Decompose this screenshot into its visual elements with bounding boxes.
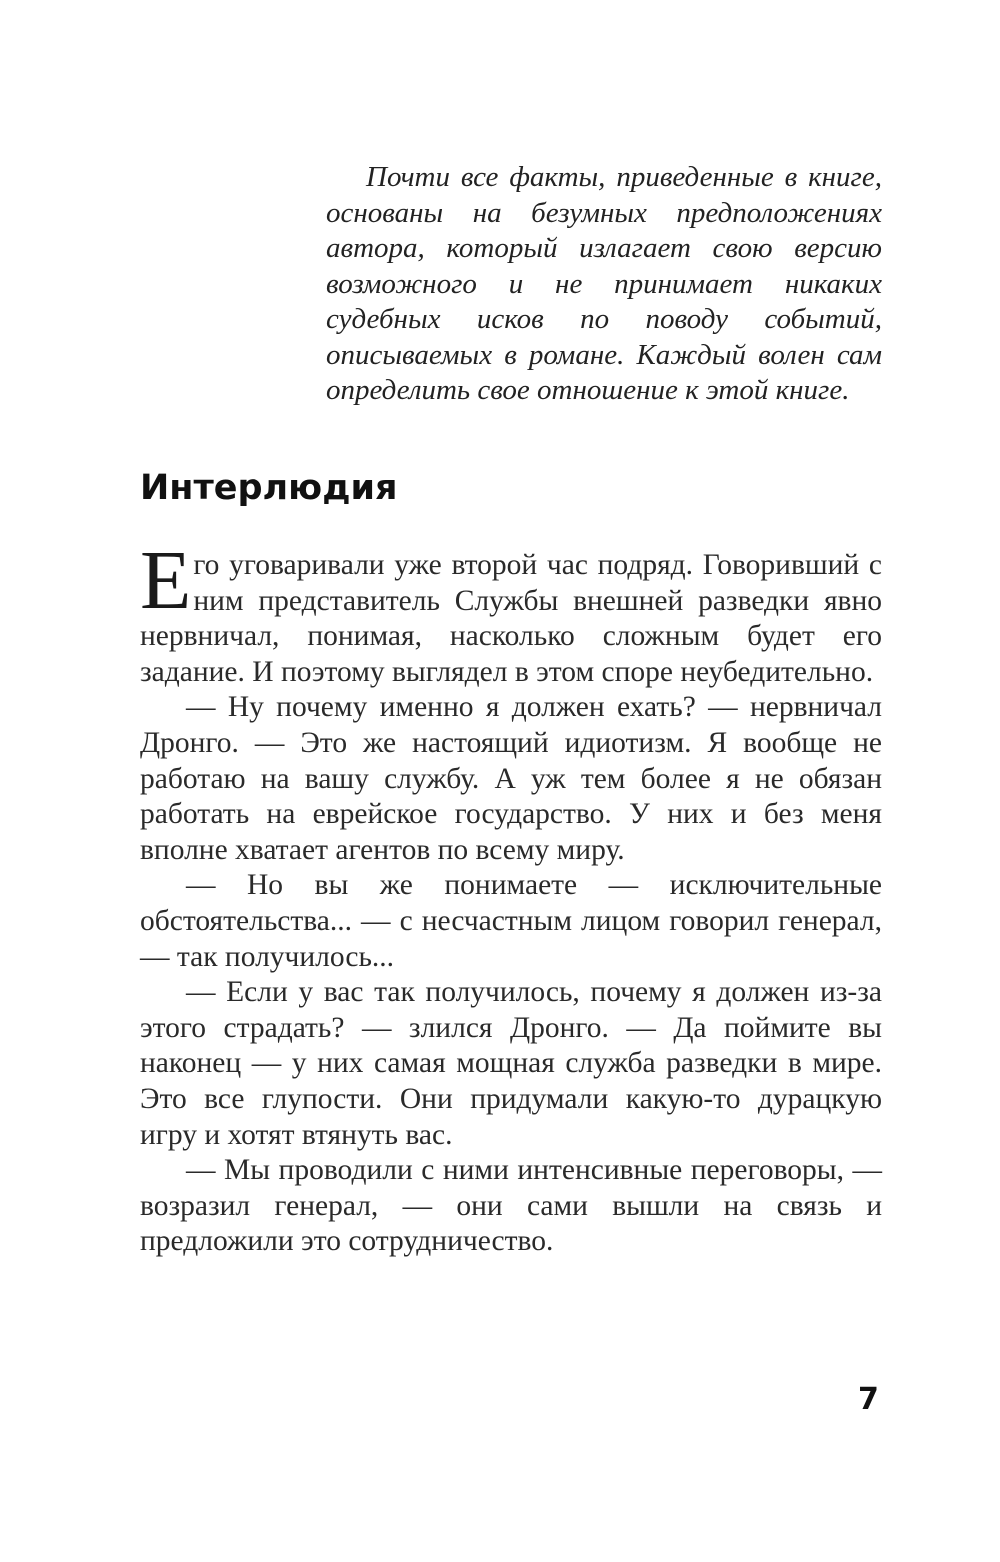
opening-paragraph-text: го уговаривали уже второй час подряд. Говоривший с ним представитель Службы внешней разведки явно нервничал, понимая, насколько сложным будет его задание. И поэтому выглядел в этом споре неубедительно. xyxy=(140,549,882,688)
epigraph: Почти все факты, приведенные в книге, основаны на безумных предположениях автора, который излагает свою версию возможного и не принимает никаких судебных исков по поводу событий, описываемых в романе. Каждый волен сам определить свое отношение к этой книге. xyxy=(326,161,882,406)
chapter-title: Интерлюдия xyxy=(140,468,398,508)
dialogue-paragraph: — Ну почему именно я должен ехать? — нервничал Дронго. — Это же настоящий идиотизм. Я вообще не работаю на вашу службу. А уж тем более я не обязан работать на еврейское государство. У них и без меня вполне хватает агентов по всему миру. xyxy=(140,691,882,866)
opening-paragraph xyxy=(140,534,882,690)
chapter-body xyxy=(140,534,882,1260)
page-number: 7 xyxy=(858,1382,879,1417)
dialogue-paragraph: — Но вы же понимаете — исключительные обстоятельства... — с несчастным лицом говорил генерал, — так получилось... xyxy=(140,869,882,973)
dialogue-paragraph: — Если у вас так получилось, почему я должен из-за этого страдать? — злился Дронго. — Да поймите вы наконец — у них самая мощная служба разведки в мире. Это все глупости. Они придумали какую-то дурацкую игру и хотят втянуть вас. xyxy=(140,976,882,1151)
drop-cap: Е xyxy=(140,534,192,627)
dialogue-paragraph: — Мы проводили с ними интенсивные переговоры, — возразил генерал, — они сами вышли на связь и предложили это сотрудничество. xyxy=(140,1154,882,1258)
